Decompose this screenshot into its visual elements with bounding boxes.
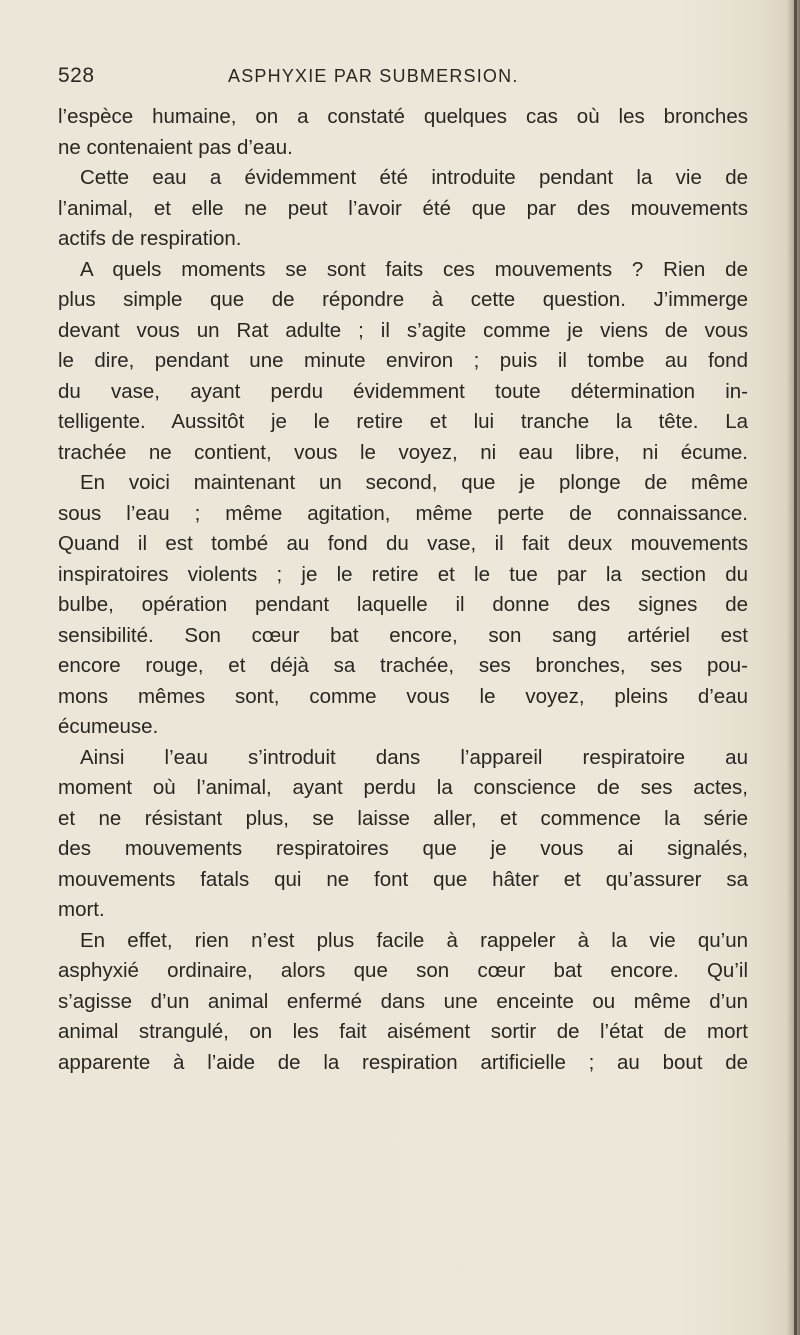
text-line: l’espèce humaine, on a constaté quelques cas où les bronches <box>58 105 748 128</box>
text-line: mouvements fatals qui ne font que hâter et qu’assurer sa <box>58 867 748 891</box>
text-line: du vase, ayant perdu évidemment toute détermination in- <box>58 379 748 403</box>
running-header <box>58 64 748 94</box>
text-line: actifs de respiration. <box>58 227 242 250</box>
text-line: trachée ne contient, vous le voyez, ni eau libre, ni écume. <box>58 440 748 464</box>
text-line: devant vous un Rat adulte ; il s’agite comme je viens de vous <box>58 318 748 342</box>
page-number: 528 <box>58 64 95 87</box>
text-line: mort. <box>58 898 105 921</box>
binding-shadow <box>786 0 800 1335</box>
text-line: sous l’eau ; même agitation, même perte de connaissance. <box>58 501 748 525</box>
text-line: mons mêmes sont, comme vous le voyez, pleins d’eau <box>58 684 748 708</box>
text-line: et ne résistant plus, se laisse aller, et commence la série <box>58 806 748 830</box>
body-text <box>58 102 748 1078</box>
running-title: ASPHYXIE PAR SUBMERSION. <box>228 66 519 86</box>
text-line: asphyxié ordinaire, alors que son cœur bat encore. Qu’il <box>58 959 748 982</box>
text-line: Ainsi l’eau s’introduit dans l’appareil respiratoire au <box>80 745 748 769</box>
text-line: En effet, rien n’est plus facile à rappeler à la vie qu’un <box>80 928 748 952</box>
text-line: écumeuse. <box>58 715 159 738</box>
text-line: sensibilité. Son cœur bat encore, son sang artériel est <box>58 623 748 647</box>
text-line: Cette eau a évidemment été introduite pendant la vie de <box>80 166 748 189</box>
text-line: animal strangulé, on les fait aisément sortir de l’état de mort <box>58 1020 748 1043</box>
text-line: s’agisse d’un animal enfermé dans une enceinte ou même d’un <box>58 989 748 1013</box>
text-line: En voici maintenant un second, que je plonge de même <box>80 471 748 494</box>
text-line: des mouvements respiratoires que je vous ai signalés, <box>58 837 748 860</box>
text-line: bulbe, opération pendant laquelle il donne des signes de <box>58 593 748 616</box>
text-line: encore rouge, et déjà sa trachée, ses bronches, ses pou- <box>58 654 748 677</box>
text-line: le dire, pendant une minute environ ; puis il tombe au fond <box>58 349 748 372</box>
text-line: inspiratoires violents ; je le retire et le tue par la section du <box>58 562 748 586</box>
text-line: A quels moments se sont faits ces mouvements ? Rien de <box>80 257 748 281</box>
text-line: apparente à l’aide de la respiration artificielle ; au bout de <box>58 1050 748 1074</box>
text-line: moment où l’animal, ayant perdu la conscience de ses actes, <box>58 776 748 799</box>
binding-edge <box>794 0 797 1335</box>
text-line: Quand il est tombé au fond du vase, il fait deux mouvements <box>58 532 748 555</box>
text-line: telligente. Aussitôt je le retire et lui tranche la tête. La <box>58 410 748 433</box>
text-line: ne contenaient pas d’eau. <box>58 135 293 159</box>
text-line: plus simple que de répondre à cette question. J’immerge <box>58 288 748 311</box>
text-line: l’animal, et elle ne peut l’avoir été que par des mouvements <box>58 196 748 220</box>
